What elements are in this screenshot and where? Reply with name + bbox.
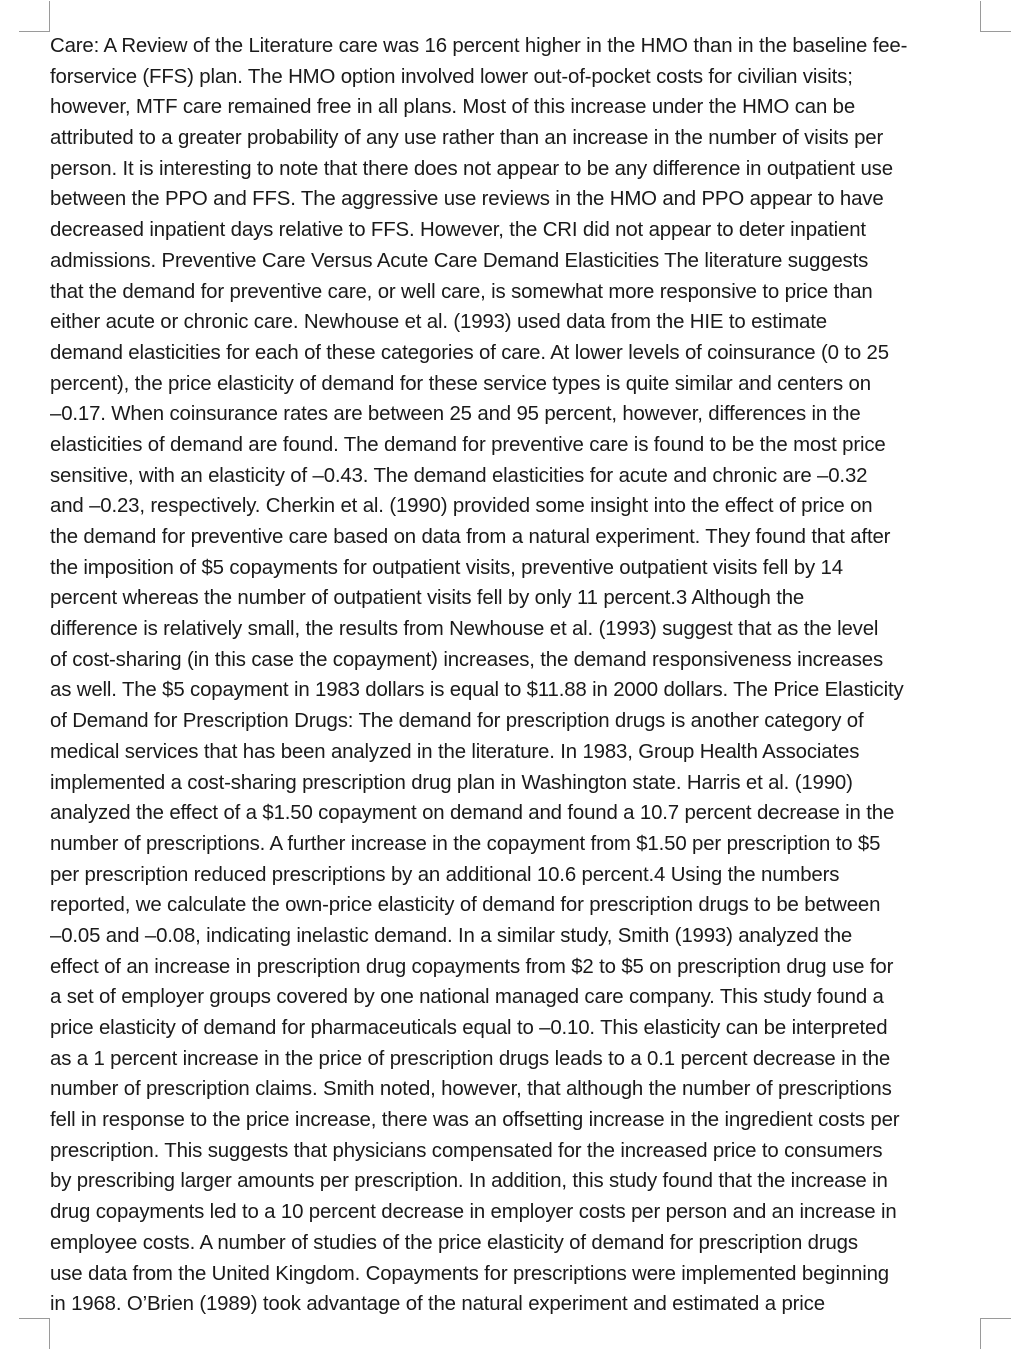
crop-mark-top-right: [980, 1, 1011, 32]
text-line: sensitive, with an elasticity of –0.43. The demand elasticities for acute and chronic are –0.32: [50, 464, 868, 487]
text-line: effect of an increase in prescription drug copayments from $2 to $5 on prescription drug use for: [50, 955, 894, 978]
crop-mark-bottom-right: [980, 1318, 1011, 1349]
text-line: –0.17. When coinsurance rates are between 25 and 95 percent, however, differences in the: [50, 403, 861, 426]
text-line: –0.05 and –0.08, indicating inelastic demand. In a similar study, Smith (1993) analyzed the: [50, 924, 853, 947]
text-line: the imposition of $5 copayments for outpatient visits, preventive outpatient visits fell by 14: [50, 556, 843, 579]
text-line: analyzed the effect of a $1.50 copayment on demand and found a 10.7 percent decrease in the: [50, 802, 895, 825]
text-line: of cost-sharing (in this case the copayment) increases, the demand responsiveness increases: [50, 648, 883, 671]
text-line: as a 1 percent increase in the price of prescription drugs leads to a 0.1 percent decrease in the: [50, 1047, 891, 1070]
text-line: fell in response to the price increase, there was an offsetting increase in the ingredient costs per: [50, 1109, 900, 1132]
text-line: forservice (FFS) plan. The HMO option involved lower out-of-pocket costs for civilian visits;: [50, 65, 853, 88]
text-line: as well. The $5 copayment in 1983 dollars is equal to $11.88 in 2000 dollars. The Price Elasticity: [50, 679, 904, 702]
text-line: percent whereas the number of outpatient visits fell by only 11 percent.3 Although the: [50, 587, 805, 610]
text-line: difference is relatively small, the results from Newhouse et al. (1993) suggest that as the level: [50, 618, 879, 641]
text-line: per prescription reduced prescriptions by an additional 10.6 percent.4 Using the numbers: [50, 863, 840, 886]
text-line: of Demand for Prescription Drugs: The demand for prescription drugs is another category of: [50, 710, 864, 733]
text-line: Care: A Review of the Literature care was 16 percent higher in the HMO than in the baseline fee-: [50, 35, 908, 57]
text-line: elasticities of demand are found. The demand for preventive care is found to be the most price: [50, 433, 886, 456]
text-line: demand elasticities for each of these categories of care. At lower levels of coinsurance (0 to 25: [50, 341, 889, 364]
crop-mark-top-left: [19, 1, 50, 32]
text-line: implemented a cost-sharing prescription drug plan in Washington state. Harris et al. (1990): [50, 771, 853, 794]
text-line: number of prescriptions. A further increase in the copayment from $1.50 per prescription to $5: [50, 832, 881, 855]
text-line: by prescribing larger amounts per prescription. In addition, this study found that the increase in: [50, 1170, 888, 1193]
text-line: either acute or chronic care. Newhouse et al. (1993) used data from the HIE to estimate: [50, 311, 827, 334]
text-line: price elasticity of demand for pharmaceuticals equal to –0.10. This elasticity can be interpreted: [50, 1017, 888, 1039]
text-line: admissions. Preventive Care Versus Acute Care Demand Elasticities The literature suggests: [50, 249, 869, 272]
text-line: drug copayments led to a 10 percent decrease in employer costs per person and an increase in: [50, 1201, 897, 1224]
text-line: person. It is interesting to note that there does not appear to be any difference in outpatient use: [50, 157, 893, 180]
text-line: attributed to a greater probability of any use rather than an increase in the number of visits per: [50, 127, 884, 150]
text-line: a set of employer groups covered by one national managed care company. This study found a: [50, 986, 884, 1009]
crop-mark-bottom-left: [19, 1318, 50, 1349]
text-line: prescription. This suggests that physicians compensated for the increased price to consumers: [50, 1139, 883, 1162]
text-line: number of prescription claims. Smith noted, however, that although the number of prescriptions: [50, 1078, 892, 1101]
text-line: that the demand for preventive care, or well care, is somewhat more responsive to price than: [50, 280, 873, 303]
text-line: and –0.23, respectively. Cherkin et al. (1990) provided some insight into the effect of price on: [50, 495, 873, 518]
text-line: employee costs. A number of studies of the price elasticity of demand for prescription drugs: [50, 1231, 858, 1254]
text-line: medical services that has been analyzed in the literature. In 1983, Group Health Associates: [50, 740, 860, 763]
text-line: use data from the United Kingdom. Copayments for prescriptions were implemented beginning: [50, 1262, 889, 1285]
text-line: reported, we calculate the own-price elasticity of demand for prescription drugs to be between: [50, 894, 881, 917]
text-line: however, MTF care remained free in all plans. Most of this increase under the HMO can be: [50, 96, 856, 119]
text-line: the demand for preventive care based on data from a natural experiment. They found that after: [50, 526, 891, 548]
text-line: between the PPO and FFS. The aggressive use reviews in the HMO and PPO appear to have: [50, 188, 884, 211]
text-line: in 1968. O’Brien (1989) took advantage of the natural experiment and estimated a price: [50, 1293, 825, 1316]
text-line: percent), the price elasticity of demand for these service types is quite similar and centers on: [50, 372, 871, 395]
body-text: [50, 31, 982, 1320]
text-line: decreased inpatient days relative to FFS. However, the CRI did not appear to deter inpatient: [50, 219, 866, 242]
